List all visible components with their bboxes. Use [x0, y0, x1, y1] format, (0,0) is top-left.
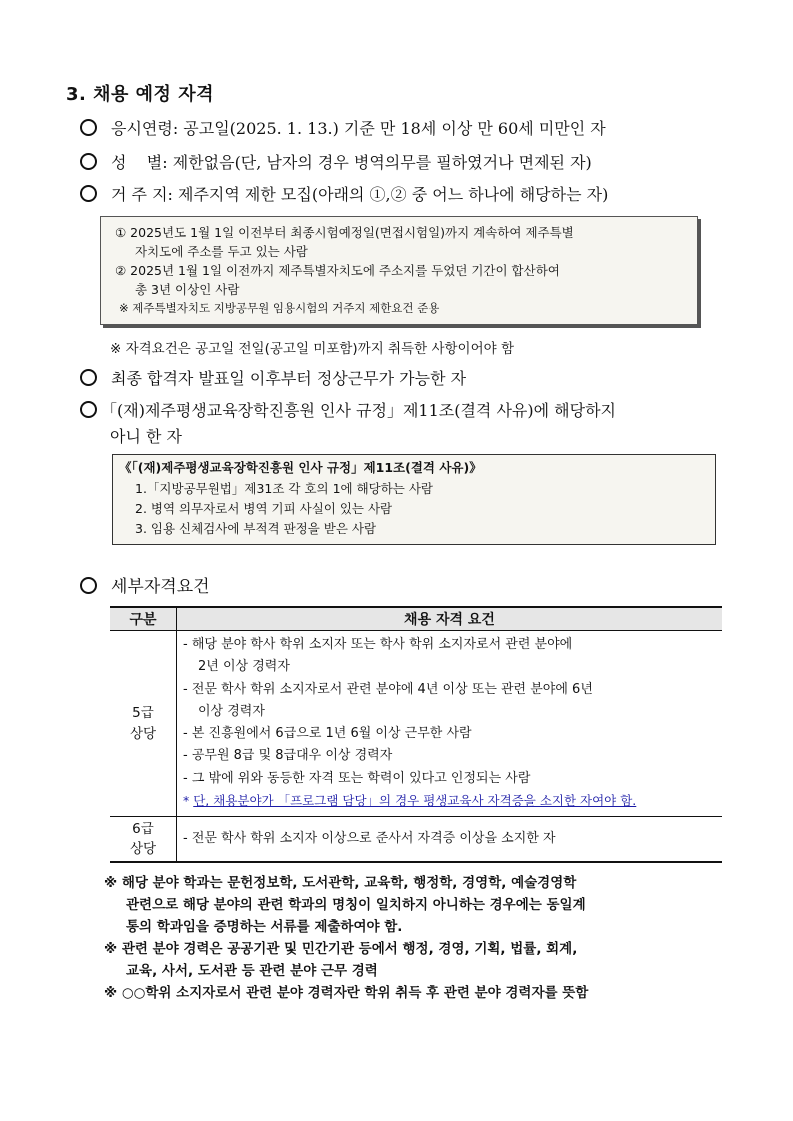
requirement-line: 2년 이상 경력자 [198, 659, 290, 675]
circle-bullet-icon [80, 185, 97, 202]
grade-line: 6급 [132, 821, 154, 838]
regulation-box-item: 3. 임용 신체검사에 부적격 판정을 받은 사람 [135, 521, 377, 536]
age-text: : 공고일(2025. 1. 13.) 기준 만 18세 이상 만 60세 미만인 자 [172, 119, 606, 138]
detail-heading-text: 세부자격요건 [111, 577, 210, 597]
requirement-line: - 그 밖에 위와 동등한 자격 또는 학력이 있다고 인정되는 사람 [183, 770, 531, 786]
gender-text: : 제한없음(단, 남자의 경우 병역의무를 필하였거나 면제된 자) [162, 153, 592, 172]
residence-detail-box [100, 216, 698, 325]
final-pass-text: 최종 합격자 발표일 이후부터 정상근무가 가능한 자 [111, 369, 467, 388]
circle-bullet-icon [80, 119, 97, 136]
footnote-line: ※ 해당 분야 학과는 문헌정보학, 도서관학, 교육학, 행정학, 경영학, 예술경영학 [104, 875, 577, 891]
special-condition [183, 790, 722, 812]
grade-cell [110, 631, 177, 817]
table-row [110, 817, 722, 863]
table-header-row [110, 607, 722, 631]
table-row [110, 631, 722, 817]
footnote-line: ※ ○○학위 소지자로서 관련 분야 경력자란 학위 취득 후 관련 분야 경력자를 뜻함 [104, 985, 589, 1001]
grade-line: 상당 [129, 725, 157, 742]
footnote-line: 통의 학과임을 증명하는 서류를 제출하여야 함. [126, 919, 403, 935]
grade-line: 상당 [129, 841, 157, 858]
column-header-grade: 구분 [110, 607, 177, 631]
regulation-line2: 아니 한 자 [110, 427, 182, 446]
section-title: 3. 채용 예정 자격 [66, 84, 214, 105]
qualification-note: ※ 자격요건은 공고일 전일(공고일 미포함)까지 취득한 사항이어야 함 [110, 341, 514, 357]
residence-item1-line2: 자치도에 주소를 두고 있는 사람 [135, 244, 308, 259]
circle-bullet-icon [80, 153, 97, 170]
detail-requirements-heading [80, 574, 210, 600]
footnote-line: 관련으로 해당 분야의 관련 학과의 명칭이 일치하지 아니하는 경우에는 동일계 [126, 897, 586, 913]
requirement-line: 이상 경력자 [198, 703, 265, 719]
requirement-line: - 공무원 8급 및 8급대우 이상 경력자 [183, 748, 393, 764]
residence-label: 거 주 지 [111, 185, 168, 204]
gender-label: 성 별 [111, 153, 163, 172]
grade-cell [110, 817, 177, 863]
residence-requirement [80, 182, 608, 208]
regulation-line1: 「(재)제주평생교육장학진흥원 인사 규정」제11조(결격 사유)에 해당하지 [101, 401, 616, 420]
requirement-line: - 본 진흥원에서 6급으로 1년 6월 이상 근무한 사람 [183, 726, 472, 742]
circle-bullet-icon [80, 369, 97, 386]
requirement-line: - 전문 학사 학위 소지자로서 관련 분야에 4년 이상 또는 관련 분야에 6년 [183, 681, 593, 697]
gender-requirement [80, 150, 592, 176]
footnote-line: 교육, 사서, 도서관 등 관련 분야 근무 경력 [126, 963, 378, 979]
age-label: 응시연령 [111, 119, 173, 138]
requirements-cell [177, 817, 723, 863]
column-header-requirements: 채용 자격 요건 [177, 607, 723, 631]
requirement-line: - 해당 분야 학사 학위 소지자 또는 학사 학위 소지자로서 관련 분야에 [183, 637, 573, 652]
residence-text: : 제주지역 제한 모집(아래의 ①,② 중 어느 하나에 해당하는 자) [167, 185, 609, 204]
footnote-line: ※ 관련 분야 경력은 공공기관 및 민간기관 등에서 행정, 경영, 기획, 법률, 회계, [104, 941, 578, 957]
grade-line: 5급 [132, 704, 154, 721]
footnote-block [104, 872, 588, 1004]
regulation-requirement [80, 398, 616, 424]
requirement-line: - 전문 학사 학위 소지자 이상으로 준사서 자격증 이상을 소지한 자 [183, 830, 556, 846]
special-star: * [183, 793, 190, 809]
residence-item2-line1: ② 2025년 1월 1일 이전까지 제주특별자치도에 주소지를 두었던 기간이 합산하여 [115, 263, 560, 278]
regulation-box-item: 1.「지방공무원법」제31조 각 호의 1에 해당하는 사람 [135, 481, 434, 496]
residence-item1-line1: ① 2025년도 1월 1일 이전부터 최종시험예정일(면접시험일)까지 계속하여 제주특별 [115, 225, 574, 240]
requirements-table [110, 606, 722, 863]
regulation-box-item: 2. 병역 의무자로서 병역 기피 사실이 있는 사람 [135, 501, 393, 516]
special-condition-text: 단, 채용분야가 「프로그램 담당」의 경우 평생교육사 자격증을 소지한 자여야 함. [193, 793, 637, 809]
residence-item2-line2: 총 3년 이상인 사람 [135, 282, 240, 297]
circle-bullet-icon [80, 401, 97, 418]
residence-box-note: ※ 제주특별자치도 지방공무원 임용시험의 거주지 제한요건 준용 [119, 301, 440, 315]
regulation-box-title: 《「(재)제주평생교육장학진흥원 인사 규정」제11조(결격 사유)》 [119, 460, 482, 475]
circle-bullet-icon [80, 577, 97, 594]
regulation-detail-box [112, 454, 716, 545]
requirements-cell [177, 631, 723, 817]
final-pass-requirement [80, 366, 466, 392]
age-requirement [80, 116, 606, 142]
